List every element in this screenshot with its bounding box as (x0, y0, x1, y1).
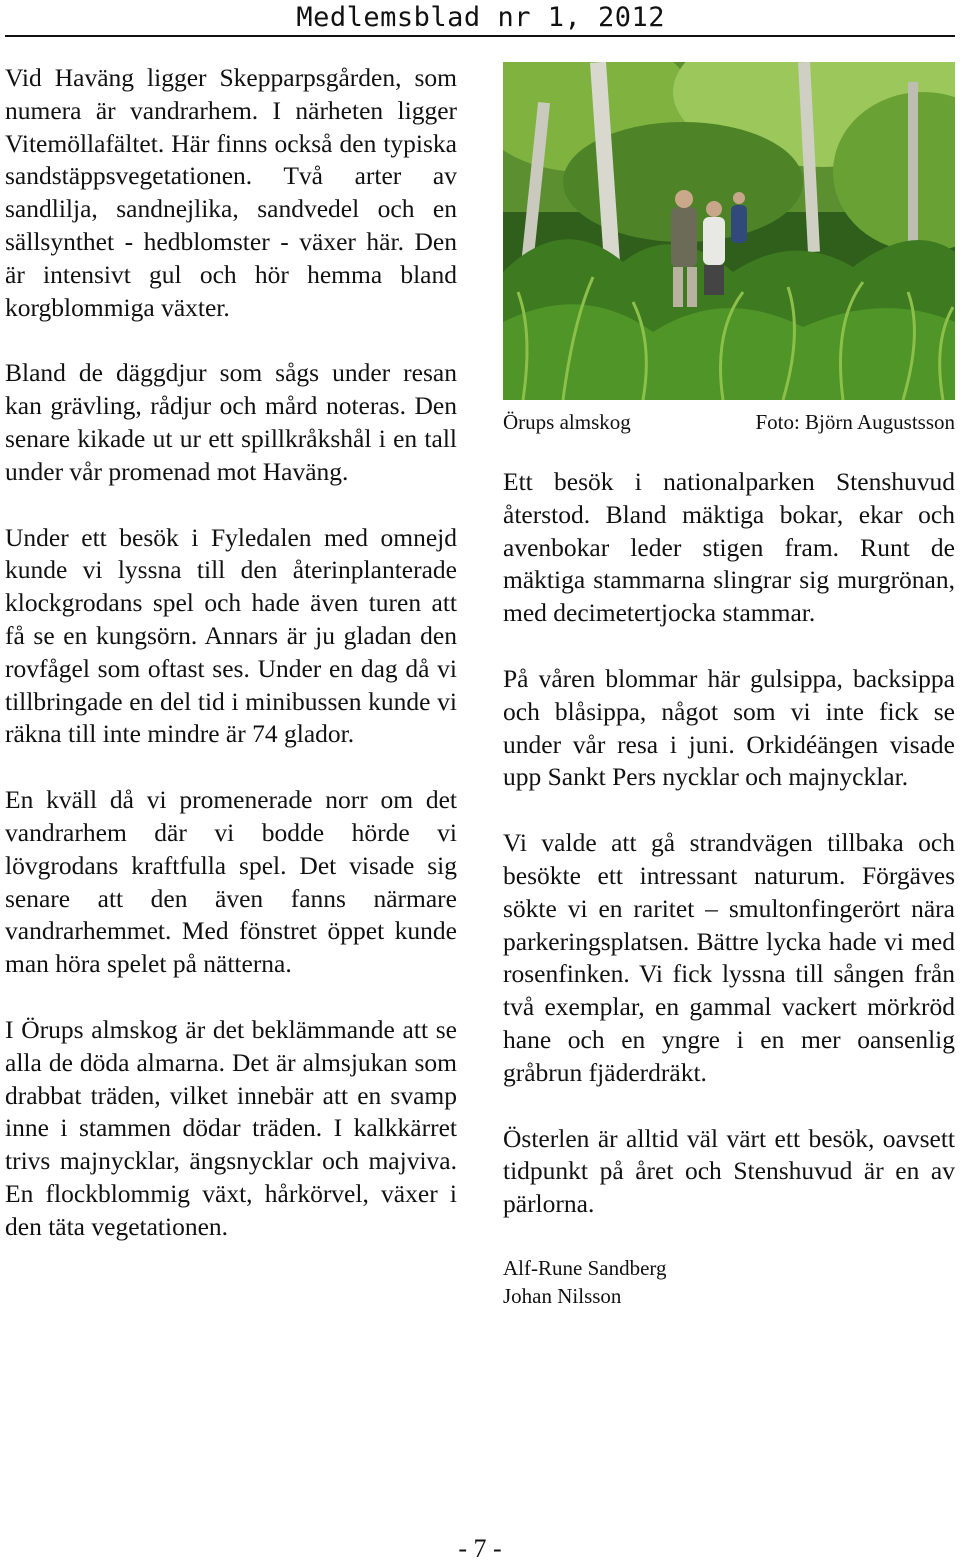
paragraph-orups-almskog: I Örups almskog är det beklämmande att se alla de döda almarna. Det är almsjukan som drabbat träden, vilket innebär att en svamp inne i stammen dödar träden. I kalkkärret trivs majnycklar, ängsnycklar och majviva. En flockblommig växt, hårkörvel, växer i den täta vegetationen. (5, 1014, 457, 1241)
author-name: Johan Nilsson (503, 1283, 622, 1308)
photo-credit: Foto: Björn Augustsson (755, 410, 955, 434)
left-column (5, 62, 457, 1277)
header-divider (5, 35, 955, 37)
author-name: Alf-Rune Sandberg (503, 1255, 667, 1280)
paragraph-stenshuvud: Ett besök i nationalparken Stenshuvud återstod. Bland mäktiga bokar, ekar och avenbokar leder stigen fram. Runt de mäktiga stammarna slingrar sig murgrönan, med decimetertjocka stammar. (503, 467, 955, 628)
caption-text: Örups almskog (503, 410, 631, 434)
paragraph-lovgroda: En kväll då vi promenerade norr om det vandrarhem där vi bodde hörde vi lövgrodans kraftfulla spel. Det visade sig senare att den även fanns närmare vandrarhemmet. Med fönstret öppet kunde man höra spelet på nätterna. (5, 785, 457, 979)
photo-caption (503, 406, 955, 436)
page-header (5, 2, 955, 36)
paragraph-strandvagen: Vi valde att gå strandvägen tillbaka och besökte ett intressant naturum. Förgäves sökte vi en raritet – smultonfingerört nära parkeringsplatsen. Bättre lycka hade vi med rosenfinken. Vi fick lyssna till sången från två exemplar, en gammal vackert mörkröd hane och en yngre i en mer oansenlig gråbrun fjäderdräkt. (503, 828, 955, 1087)
newsletter-title: Medlemsblad nr 1, 2012 (296, 2, 665, 33)
author-signature (503, 1254, 955, 1310)
paragraph-spring-flowers: På våren blommar här gulsippa, backsippa och blåsippa, något som vi inte fick se under vår resa i juni. Orkidéängen visade upp Sankt Pers nycklar och majnycklar. (503, 663, 955, 792)
paragraph-fyledalen: Under ett besök i Fyledalen med omnejd kunde vi lyssna till den återinplanterade klockgrodans spel och hade även turen att få se en kungsörn. Annars är ju gladan den rovfågel som oftast ses. Under en dag då vi tillbringade en del tid i minibussen kunde vi räkna till inte mindre är 74 glador. (5, 522, 457, 749)
forest-photo (503, 62, 955, 400)
paragraph-mammals: Bland de däggdjur som sågs under resan kan grävling, rådjur och mård noteras. Den senare kikade ut ur ett spillkråkshål i en tall under vår promenad mot Haväng. (5, 358, 457, 486)
page-number: - 7 - (458, 1534, 502, 1563)
paragraph-osterlen: Österlen är alltid väl värt ett besök, oavsett tidpunkt på året och Stenshuvud är en av pärlorna. (503, 1123, 955, 1219)
paragraph-havang: Vid Haväng ligger Skepparpsgården, som numera är vandrarhem. I närheten ligger Vitemöllafältet. Här finns också den typiska sandstäppsvegetationen. Två arter av sandlilja, sandnejlika, sandvedel och en sällsynthet - hedblomster - växer här. Den är intensivt gul och hör hemma bland korgblommiga växter. (5, 63, 457, 322)
right-column (503, 62, 955, 1310)
